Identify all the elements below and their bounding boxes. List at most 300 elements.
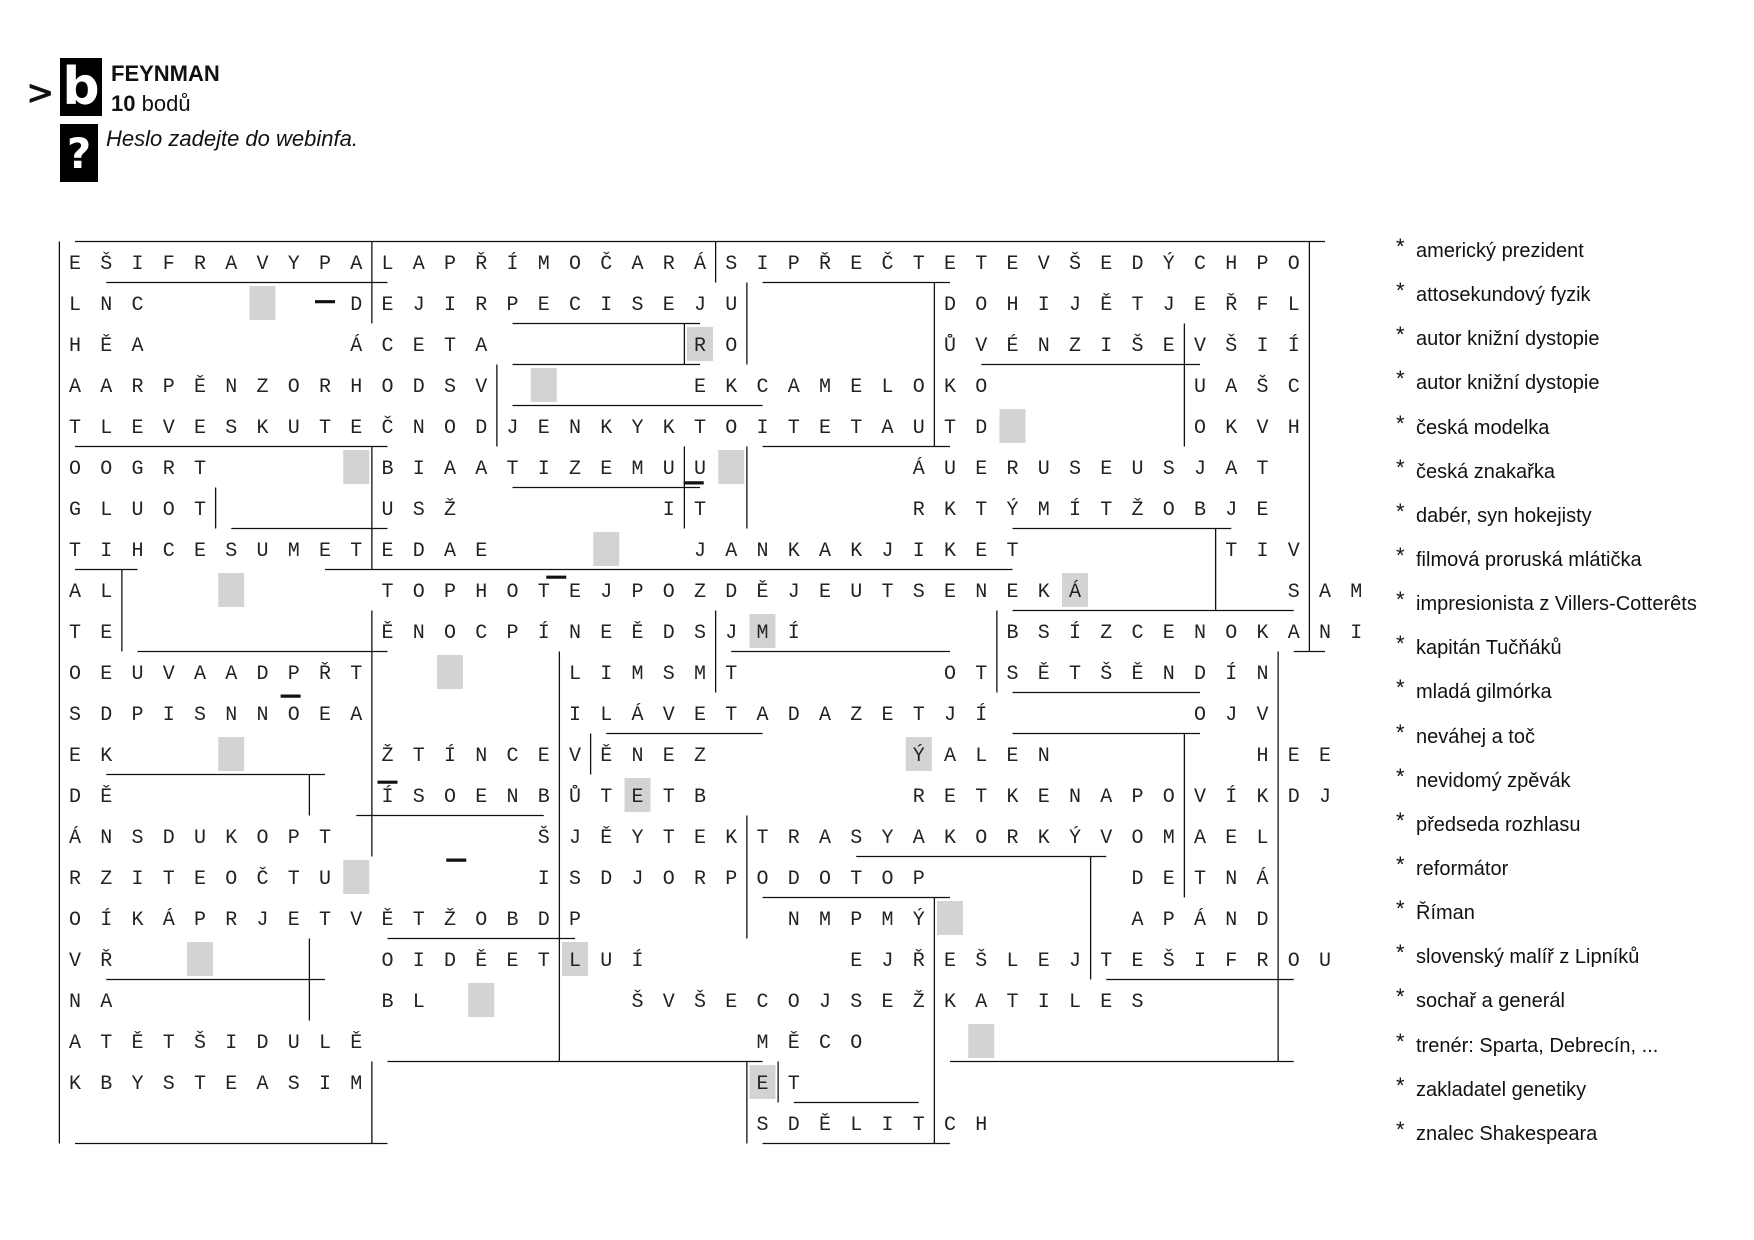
grid-letter: S <box>68 704 82 727</box>
grid-letter: L <box>975 745 988 768</box>
grid-letter: T <box>756 827 769 850</box>
grid-letter: U <box>131 499 144 522</box>
grid-letter: Š <box>100 253 113 276</box>
grid-letter: R <box>693 335 707 358</box>
grid-letter: R <box>1006 827 1019 850</box>
grid-letters <box>69 252 1362 1137</box>
grid-letter: Ř <box>818 253 832 276</box>
grid-letter: Š <box>975 950 988 973</box>
grid-letter: J <box>568 827 582 850</box>
grid-letter: N <box>412 417 425 440</box>
grid-letter: D <box>975 417 988 440</box>
grid-letter: Ě <box>818 1114 832 1137</box>
grid-letter: O <box>662 581 675 604</box>
grid-letter: P <box>131 704 144 727</box>
grid-letter: R <box>68 868 82 891</box>
grid-letter: E <box>1006 745 1019 768</box>
grid-letter: A <box>68 581 82 604</box>
grid-letter: O <box>1225 622 1238 645</box>
grid-letter: M <box>881 909 894 932</box>
grid-letter: E <box>943 581 957 604</box>
grid-letter: S <box>225 417 238 440</box>
grid-letter: A <box>350 704 363 727</box>
grid-letter: V <box>1100 827 1113 850</box>
grid-letter: O <box>506 581 519 604</box>
grid-letter: Š <box>193 1032 207 1055</box>
grid-letter: O <box>1131 827 1144 850</box>
grid-letter: C <box>1287 376 1300 399</box>
grid-letter: G <box>131 458 144 481</box>
grid-letter: E <box>100 622 113 645</box>
grid-letter: D <box>725 581 738 604</box>
grid-letter: T <box>1225 540 1238 563</box>
clue-text: attosekundový fyzik <box>1416 284 1591 307</box>
grid-letter: E <box>881 991 894 1014</box>
grid-letter: R <box>225 909 238 932</box>
grid-letter: J <box>881 950 894 973</box>
grid-letter: C <box>818 1032 832 1055</box>
grid-letter: D <box>412 540 425 563</box>
grid-letter: K <box>725 376 738 399</box>
clue-item <box>1396 454 1697 505</box>
grid-letter: N <box>975 581 988 604</box>
grid-letter: E <box>1100 991 1113 1014</box>
grid-letter: Í <box>506 253 519 276</box>
grid-letter: S <box>631 294 644 317</box>
grid-letter: R <box>662 253 675 276</box>
grid-letter: Š <box>693 991 707 1014</box>
grid-letter: K <box>1037 827 1050 850</box>
grid-letter: E <box>1162 335 1175 358</box>
grid-letter: Ě <box>131 1032 144 1055</box>
grid-letter: K <box>943 827 957 850</box>
grid-letter: D <box>1193 663 1207 686</box>
grid-letter: O <box>443 417 457 440</box>
clue-item <box>1396 278 1697 328</box>
grid-letter: B <box>1193 499 1207 522</box>
grid-letter: Ý <box>912 909 925 932</box>
grid-letter: L <box>1006 950 1019 973</box>
grid-letter: E <box>693 376 707 399</box>
grid-letter: E <box>193 540 207 563</box>
grid-letter: E <box>693 704 707 727</box>
grid-letter: Í <box>975 704 988 727</box>
grid-letter: O <box>943 663 957 686</box>
grid-letter: S <box>1037 622 1050 645</box>
clue-text: americký prezident <box>1416 240 1584 262</box>
grid-letter: K <box>1225 417 1238 440</box>
grid-letter: A <box>475 458 488 481</box>
clue-item <box>1396 1028 1697 1079</box>
grid-letter: O <box>1162 499 1175 522</box>
grid-letter: J <box>881 540 894 563</box>
grid-letter: H <box>1006 294 1019 317</box>
grid-letter: F <box>1256 294 1269 317</box>
grid-letter: J <box>506 417 519 440</box>
grid-letter: E <box>225 1073 238 1096</box>
grid-letter: C <box>162 540 175 563</box>
grid-letter: E <box>850 253 863 276</box>
grid-letter: U <box>600 950 613 973</box>
grid-letter: Ě <box>193 376 207 399</box>
grid-letter: J <box>1068 294 1082 317</box>
grid-letter: D <box>68 786 82 809</box>
clue-item <box>1396 1072 1697 1123</box>
grid-letter: T <box>912 1114 925 1137</box>
grid-letter: S <box>568 868 582 891</box>
grid-letter: Á <box>162 909 175 932</box>
grid-letter: Í <box>1068 499 1082 522</box>
grid-letter: U <box>912 417 925 440</box>
grid-letter: R <box>131 376 144 399</box>
clue-bullet: * <box>1396 498 1405 524</box>
grid-letter: A <box>1225 458 1238 481</box>
clue-text: dabér, syn hokejisty <box>1416 504 1592 527</box>
grid-letter: N <box>1256 663 1269 686</box>
grid-letter: V <box>662 704 675 727</box>
grid-letter: I <box>412 950 425 973</box>
grid-letter: E <box>725 991 738 1014</box>
grid-letter: N <box>1193 622 1207 645</box>
grid-letter: Á <box>350 335 363 358</box>
clue-item <box>1396 631 1697 681</box>
grid-letter: Š <box>537 827 550 850</box>
grid-letter: U <box>381 499 394 522</box>
grid-letter: Č <box>381 417 394 440</box>
clue-text: nevidomý zpěvák <box>1416 769 1571 792</box>
grid-letter: Š <box>1256 376 1269 399</box>
clue-bullet: * <box>1396 278 1405 304</box>
grid-letter: N <box>1037 745 1050 768</box>
grid-letter: O <box>756 868 769 891</box>
grid-letter: P <box>162 376 175 399</box>
clue-item <box>1396 234 1697 284</box>
grid-letter: B <box>693 786 707 809</box>
grid-letter: E <box>943 253 957 276</box>
grid-letter: K <box>68 1073 82 1096</box>
grid-letter: T <box>287 868 300 891</box>
grid-letter: J <box>818 991 832 1014</box>
grid-letter: A <box>100 991 113 1014</box>
grid-letter: A <box>1100 786 1113 809</box>
grid-letter: S <box>412 786 425 809</box>
grid-letter: V <box>256 253 269 276</box>
grid-letter: Í <box>537 622 550 645</box>
grid-letter: N <box>568 417 582 440</box>
grid-letter: A <box>1318 581 1332 604</box>
grid-letter: A <box>725 540 738 563</box>
grid-letter: B <box>381 991 394 1014</box>
grey-box <box>343 860 369 894</box>
grid-letter: P <box>443 253 457 276</box>
grid-letter: Ě <box>1131 663 1144 686</box>
grid-letter: Í <box>631 950 644 973</box>
grid-letter: Ů <box>568 786 582 809</box>
grid-letter: N <box>631 745 644 768</box>
grid-letter: Ě <box>381 909 394 932</box>
grid-letter: S <box>131 827 144 850</box>
grey-box <box>343 450 369 484</box>
grid-letter: É <box>1006 335 1019 358</box>
grid-letter: L <box>100 417 113 440</box>
grid-letter: L <box>381 253 394 276</box>
grid-letter: E <box>193 417 207 440</box>
grid-letter: T <box>1006 540 1019 563</box>
grid-letter: S <box>225 540 238 563</box>
grid-letter: K <box>725 827 738 850</box>
grid-letter: S <box>1068 458 1082 481</box>
grid-letter: Č <box>256 868 269 891</box>
grid-letter: S <box>912 581 925 604</box>
grid-letter: L <box>568 663 582 686</box>
grid-letter: I <box>1350 622 1363 645</box>
grid-letter: Ů <box>943 335 957 358</box>
clue-text: filmová proruská mlátička <box>1416 548 1642 571</box>
grid-letter: A <box>912 827 925 850</box>
grid-letter: E <box>1225 827 1238 850</box>
clue-text: sochař a generál <box>1416 990 1565 1013</box>
grid-letter: B <box>506 909 519 932</box>
grid-letter: I <box>600 294 613 317</box>
grid-letter: K <box>600 417 613 440</box>
grid-letter: H <box>68 335 82 358</box>
grid-letter: E <box>318 540 332 563</box>
grid-letter: A <box>68 1032 82 1055</box>
grid-letter: R <box>475 294 488 317</box>
clue-text: předseda rozhlasu <box>1416 813 1581 836</box>
grid-letter: I <box>1256 335 1269 358</box>
grid-letter: J <box>725 622 738 645</box>
grid-letter: T <box>975 253 988 276</box>
grid-letter: Š <box>1225 335 1238 358</box>
grid-letter: J <box>943 704 957 727</box>
grey-box <box>593 532 619 566</box>
grid-letter: S <box>725 253 738 276</box>
grey-box <box>1000 409 1026 443</box>
grid-letter: B <box>100 1073 113 1096</box>
grid-letter: Á <box>693 253 707 276</box>
clue-item <box>1396 542 1697 593</box>
grid-letter: Á <box>1256 868 1269 891</box>
grid-letter: H <box>131 540 144 563</box>
grid-letter: L <box>600 704 613 727</box>
grid-letter: E <box>381 540 394 563</box>
grid-letter: Á <box>631 704 644 727</box>
grid-letter: E <box>1006 253 1019 276</box>
grid-letter: M <box>287 540 300 563</box>
grid-letter: O <box>568 253 582 276</box>
grid-letter: E <box>1037 950 1050 973</box>
help-question-icon[interactable]: ? <box>60 124 98 182</box>
grid-letter: T <box>1068 663 1082 686</box>
clue-bullet: * <box>1396 896 1405 922</box>
grid-letter: N <box>1225 868 1238 891</box>
grid-letter: T <box>193 499 207 522</box>
grid-letter: T <box>787 417 800 440</box>
grid-letter: N <box>506 786 519 809</box>
grid-letter: C <box>131 294 144 317</box>
grid-letter: N <box>68 991 82 1014</box>
grid-letter: O <box>975 376 988 399</box>
grid-letter: L <box>100 581 113 604</box>
grid-letter: E <box>193 868 207 891</box>
clue-bullet: * <box>1396 763 1405 789</box>
grid-letter: O <box>787 991 800 1014</box>
grid-letter: N <box>1068 786 1082 809</box>
grid-letter: U <box>193 827 207 850</box>
grid-letter: P <box>506 622 519 645</box>
grid-letter: M <box>631 458 644 481</box>
puzzle-letter-badge: b <box>60 58 102 116</box>
grid-letter: V <box>162 417 175 440</box>
grid-letter: Á <box>1193 909 1207 932</box>
grid-letter: T <box>1100 950 1113 973</box>
grey-box <box>187 942 213 976</box>
grid-letter: Z <box>568 458 582 481</box>
grid-letter: M <box>693 663 707 686</box>
grid-letter: E <box>1193 294 1207 317</box>
grid-letter: U <box>256 540 269 563</box>
grid-letter: Ě <box>600 827 613 850</box>
grid-letter: E <box>662 294 675 317</box>
grid-letter: S <box>850 827 863 850</box>
grid-letter: A <box>100 376 113 399</box>
grid-letter: J <box>693 294 707 317</box>
grid-letter: T <box>100 1032 113 1055</box>
grid-letter: T <box>193 458 207 481</box>
clue-list <box>1396 234 1697 1167</box>
grid-letter: N <box>1225 909 1238 932</box>
grid-letter: E <box>850 950 863 973</box>
grid-letter: J <box>1193 458 1207 481</box>
grid-letter: S <box>443 376 457 399</box>
grid-letter: O <box>725 335 738 358</box>
grid-letter: Ě <box>100 786 113 809</box>
grid-letter: D <box>256 1032 269 1055</box>
clue-text: autor knižní dystopie <box>1416 328 1600 351</box>
grid-letter: E <box>412 335 425 358</box>
grid-letter: R <box>693 868 707 891</box>
clue-bullet: * <box>1396 366 1405 392</box>
grid-letter: K <box>131 909 144 932</box>
grid-letter: Á <box>912 458 925 481</box>
grid-letter: D <box>1131 253 1144 276</box>
clue-item <box>1396 896 1697 946</box>
grid-letter: D <box>787 1114 800 1137</box>
grid-letter: V <box>1193 786 1207 809</box>
grid-letter: V <box>1037 253 1050 276</box>
grid-letter: M <box>537 253 550 276</box>
grid-letter: K <box>1037 581 1050 604</box>
grid-letter: C <box>506 745 519 768</box>
grid-letter: O <box>850 1032 863 1055</box>
grid-letter: E <box>881 704 894 727</box>
clue-bullet: * <box>1396 1116 1405 1142</box>
grid-letter: P <box>912 868 925 891</box>
grid-letter: E <box>818 417 832 440</box>
grid-letter: R <box>1256 950 1269 973</box>
grid-letter: M <box>350 1073 363 1096</box>
grid-letter: O <box>975 827 988 850</box>
grid-letter: A <box>131 335 144 358</box>
grid-letter: O <box>256 827 269 850</box>
grid-letter: T <box>975 663 988 686</box>
instruction-text: Heslo zadejte do webinfa. <box>106 126 358 151</box>
grid-letter: L <box>1256 827 1269 850</box>
grid-letter: I <box>1256 540 1269 563</box>
grid-letter: O <box>162 499 175 522</box>
grid-letter: D <box>412 376 425 399</box>
grid-letter: N <box>100 827 113 850</box>
grid-letter: E <box>1006 581 1019 604</box>
grey-box <box>218 737 244 771</box>
grid-letter: J <box>1225 499 1238 522</box>
clue-text: autor knižní dystopie <box>1416 372 1600 395</box>
clue-item <box>1396 498 1697 549</box>
grid-letter: Ž <box>443 499 457 522</box>
grid-letter: U <box>1318 950 1332 973</box>
grid-letter: T <box>975 786 988 809</box>
grid-letter: Z <box>850 704 863 727</box>
grid-letter: E <box>975 458 988 481</box>
grid-letter: T <box>506 458 519 481</box>
grid-letter: Ě <box>631 622 644 645</box>
grid-letter: T <box>850 417 863 440</box>
grid-letter: Ř <box>100 950 113 973</box>
grid-letter: A <box>475 335 488 358</box>
grid-letter: L <box>1068 991 1082 1014</box>
grid-letter: Á <box>1068 581 1082 604</box>
grid-letter: S <box>1287 581 1300 604</box>
grid-letter: P <box>850 909 863 932</box>
grid-letter: Ě <box>756 581 769 604</box>
grid-letter: N <box>256 704 269 727</box>
grid-letter: L <box>568 950 582 973</box>
clue-bullet: * <box>1396 542 1405 568</box>
grid-letter: O <box>475 909 488 932</box>
grid-letter: K <box>1256 786 1269 809</box>
clue-item <box>1396 940 1697 990</box>
clue-bullet: * <box>1396 984 1405 1010</box>
grid-letter: O <box>100 458 113 481</box>
grid-letter: K <box>100 745 113 768</box>
clue-item <box>1396 410 1697 461</box>
grid-letter: E <box>850 376 863 399</box>
grid-letter: K <box>1006 786 1019 809</box>
clue-text: slovenský malíř z Lipníků <box>1416 946 1640 969</box>
grid-letter: A <box>350 253 363 276</box>
grid-letter: C <box>475 622 488 645</box>
grid-letter: T <box>318 827 332 850</box>
grid-letter: Ě <box>350 1032 363 1055</box>
grid-letter: I <box>568 704 582 727</box>
grid-letter: T <box>600 786 613 809</box>
grid-letter: I <box>162 704 175 727</box>
grid-letter: O <box>912 376 925 399</box>
grid-letter: D <box>1256 909 1269 932</box>
grid-letter: O <box>68 909 82 932</box>
grid-letter: T <box>1006 991 1019 1014</box>
grid-letter: E <box>537 745 550 768</box>
grid-letter: O <box>662 868 675 891</box>
grid-letter: T <box>350 663 363 686</box>
grid-letter: V <box>568 745 582 768</box>
grid-letter: Z <box>100 868 113 891</box>
grid-letter: M <box>631 663 644 686</box>
grid-letter: M <box>1037 499 1050 522</box>
grid-letter: B <box>1006 622 1019 645</box>
grid-letter: I <box>756 253 769 276</box>
